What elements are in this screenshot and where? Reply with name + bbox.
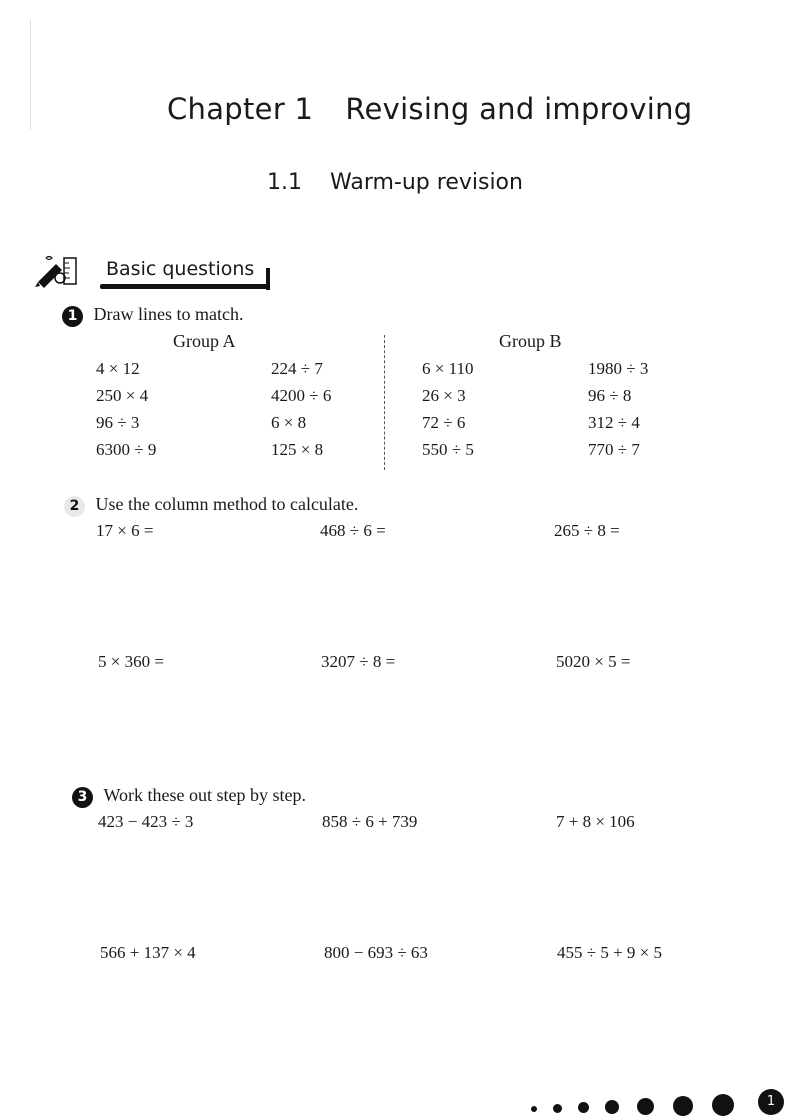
banner-hook [266,268,270,290]
step-problem: 800 − 693 ÷ 63 [324,943,428,962]
section-name: Warm-up revision [330,170,523,195]
match-item[interactable]: 550 ÷ 5 [422,440,474,459]
footer-dot [553,1104,562,1113]
match-item[interactable]: 96 ÷ 3 [96,413,140,432]
q1-prompt: Draw lines to match. [93,304,244,324]
footer-dot [531,1106,537,1112]
q2-prompt: Use the column method to calculate. [95,494,359,514]
match-item[interactable]: 224 ÷ 7 [271,359,323,378]
step-problem: 455 ÷ 5 + 9 × 5 [557,943,663,962]
q2-number: 2 [64,496,85,517]
footer-dot [605,1100,619,1114]
match-item[interactable]: 96 ÷ 8 [588,386,632,405]
calc-problem: 265 ÷ 8 = [554,521,620,540]
match-item[interactable]: 72 ÷ 6 [422,413,466,432]
section-number: 1.1 [267,170,302,195]
footer-dot [712,1094,734,1116]
calc-problem: 468 ÷ 6 = [320,521,386,540]
page-number: 1 [758,1089,784,1115]
q3-prompt: Work these out step by step. [103,785,307,805]
match-item[interactable]: 6300 ÷ 9 [96,440,157,459]
q2-header [64,494,358,517]
pencil-ruler-icon [34,254,84,293]
match-item[interactable]: 26 × 3 [422,386,466,405]
banner-underline [100,284,270,289]
step-problem: 566 + 137 × 4 [100,943,196,962]
footer-dot [673,1096,693,1116]
match-item[interactable]: 6 × 8 [271,413,307,432]
footer-dot [637,1098,654,1115]
match-item[interactable]: 770 ÷ 7 [588,440,640,459]
chapter-title [167,92,693,126]
match-item[interactable]: 125 × 8 [271,440,324,459]
margin-line [30,20,31,130]
banner-label: Basic questions [106,258,255,280]
match-item[interactable]: 6 × 110 [422,359,474,378]
match-item[interactable]: 312 ÷ 4 [588,413,640,432]
step-problem: 423 − 423 ÷ 3 [98,812,194,831]
match-item[interactable]: 1980 ÷ 3 [588,359,649,378]
q1-header [62,304,243,327]
step-problem: 7 + 8 × 106 [556,812,635,831]
match-item[interactable]: 4 × 12 [96,359,140,378]
match-item[interactable]: 250 × 4 [96,386,149,405]
match-item[interactable]: 4200 ÷ 6 [271,386,332,405]
chapter-name: Revising and improving [345,92,693,126]
chapter-label: Chapter 1 [167,92,314,126]
q1-number: 1 [62,306,83,327]
calc-problem: 5020 × 5 = [556,652,631,671]
q3-header [72,785,306,808]
section-title [267,170,523,195]
calc-problem: 3207 ÷ 8 = [321,652,396,671]
q3-number: 3 [72,787,93,808]
group-divider [384,335,385,470]
group-a-label: Group A [173,331,236,351]
calc-problem: 5 × 360 = [98,652,164,671]
footer-dot [578,1102,589,1113]
calc-problem: 17 × 6 = [96,521,154,540]
step-problem: 858 ÷ 6 + 739 [322,812,418,831]
group-b-label: Group B [499,331,562,351]
